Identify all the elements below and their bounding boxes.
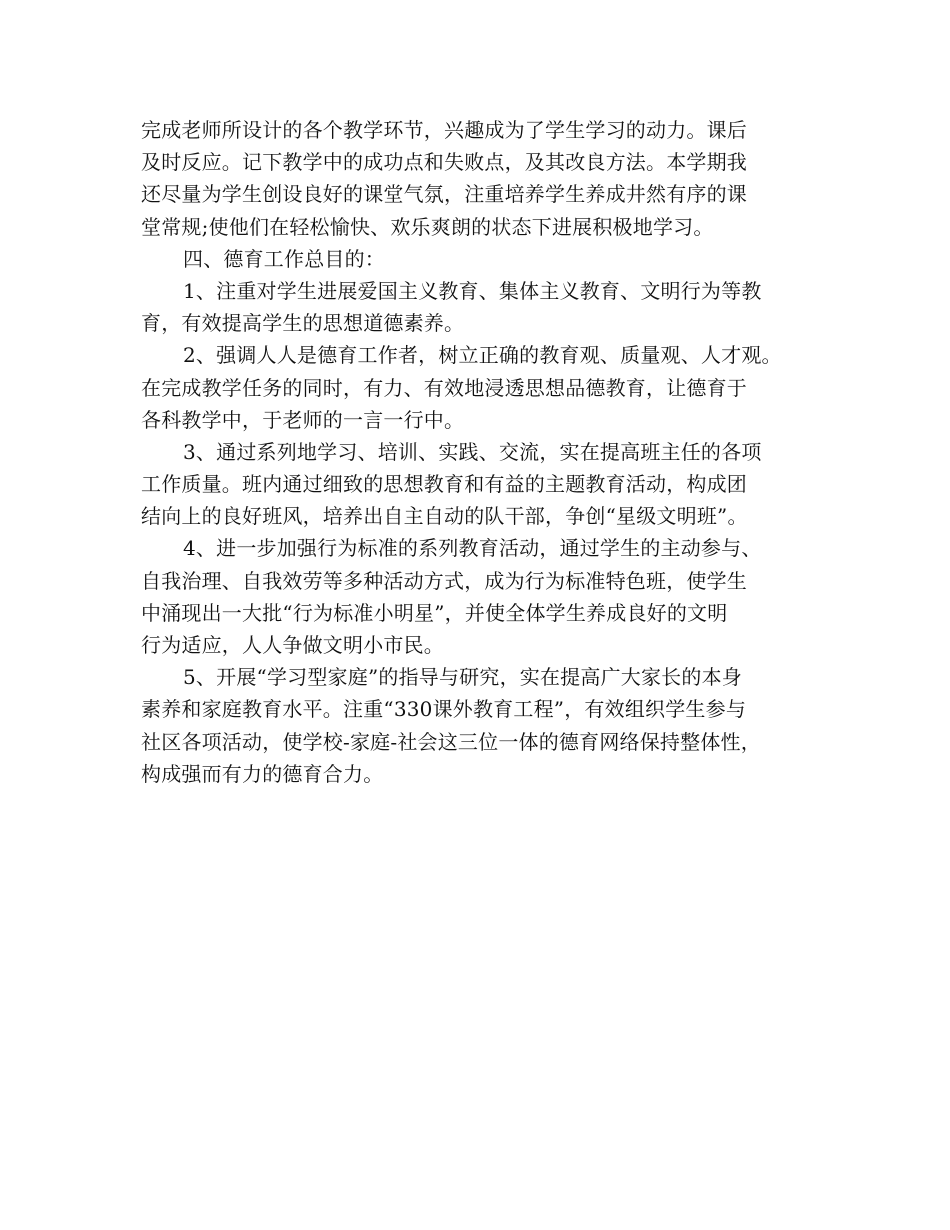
text-line: 结向上的良好班风，培养出自主自动的队干部，争创“星级文明班”。 bbox=[141, 504, 748, 529]
text-line: 育，有效提高学生的思想道德素养。 bbox=[141, 311, 465, 336]
document-body bbox=[141, 114, 831, 790]
paragraph-item-4 bbox=[141, 532, 831, 661]
text-line: 自我治理、自我效劳等多种活动方式，成为行为标准特色班，使学生 bbox=[141, 568, 747, 593]
text-line: 2、强调人人是德育工作者，树立正确的教育观、质量观、人才观。 bbox=[183, 343, 782, 368]
text-line: 1、注重对学生进展爱国主义教育、集体主义教育、文明行为等教 bbox=[183, 278, 762, 303]
text-line: 构成强而有力的德育合力。 bbox=[141, 761, 384, 786]
paragraph-item-1 bbox=[141, 275, 831, 339]
heading-line: 四、德育工作总目的： bbox=[183, 246, 385, 271]
text-line: 完成老师所设计的各个教学环节，兴趣成为了学生学习的动力。课后 bbox=[141, 118, 747, 142]
text-line: 3、通过系列地学习、培训、实践、交流，实在提高班主任的各项 bbox=[183, 439, 762, 464]
text-line: 素养和家庭教育水平。注重“330课外教育工程”，有效组织学生参与 bbox=[141, 697, 747, 722]
text-line: 各科教学中，于老师的一言一行中。 bbox=[141, 407, 465, 432]
text-line: 堂常规;使他们在轻松愉快、欢乐爽朗的状态下进展积极地学习。 bbox=[141, 214, 714, 239]
text-line: 还尽量为学生创设良好的课堂气氛，注重培养学生养成井然有序的课 bbox=[141, 182, 747, 207]
paragraph-item-3 bbox=[141, 436, 831, 533]
text-line: 及时反应。记下教学中的成功点和失败点，及其改良方法。本学期我 bbox=[141, 150, 747, 175]
text-line: 4、进一步加强行为标准的系列教育活动，通过学生的主动参与、 bbox=[183, 536, 762, 561]
section-heading bbox=[141, 243, 831, 275]
paragraph-item-5 bbox=[141, 661, 831, 790]
text-line: 社区各项活动，使学校-家庭-社会这三位一体的德育网络保持整体性， bbox=[141, 729, 761, 754]
text-line: 在完成教学任务的同时，有力、有效地浸透思想品德教育，让德育于 bbox=[141, 375, 747, 400]
text-line: 中涌现出一大批“行为标准小明星”，并使全体学生养成良好的文明 bbox=[141, 600, 728, 625]
paragraph-continuation bbox=[141, 114, 831, 243]
paragraph-item-2 bbox=[141, 339, 831, 436]
text-line: 行为适应，人人争做文明小市民。 bbox=[141, 633, 444, 657]
text-line: 5、开展“学习型家庭”的指导与研究，实在提高广大家长的本身 bbox=[183, 665, 742, 690]
text-line: 工作质量。班内通过细致的思想教育和有益的主题教育活动，构成团 bbox=[141, 472, 747, 497]
